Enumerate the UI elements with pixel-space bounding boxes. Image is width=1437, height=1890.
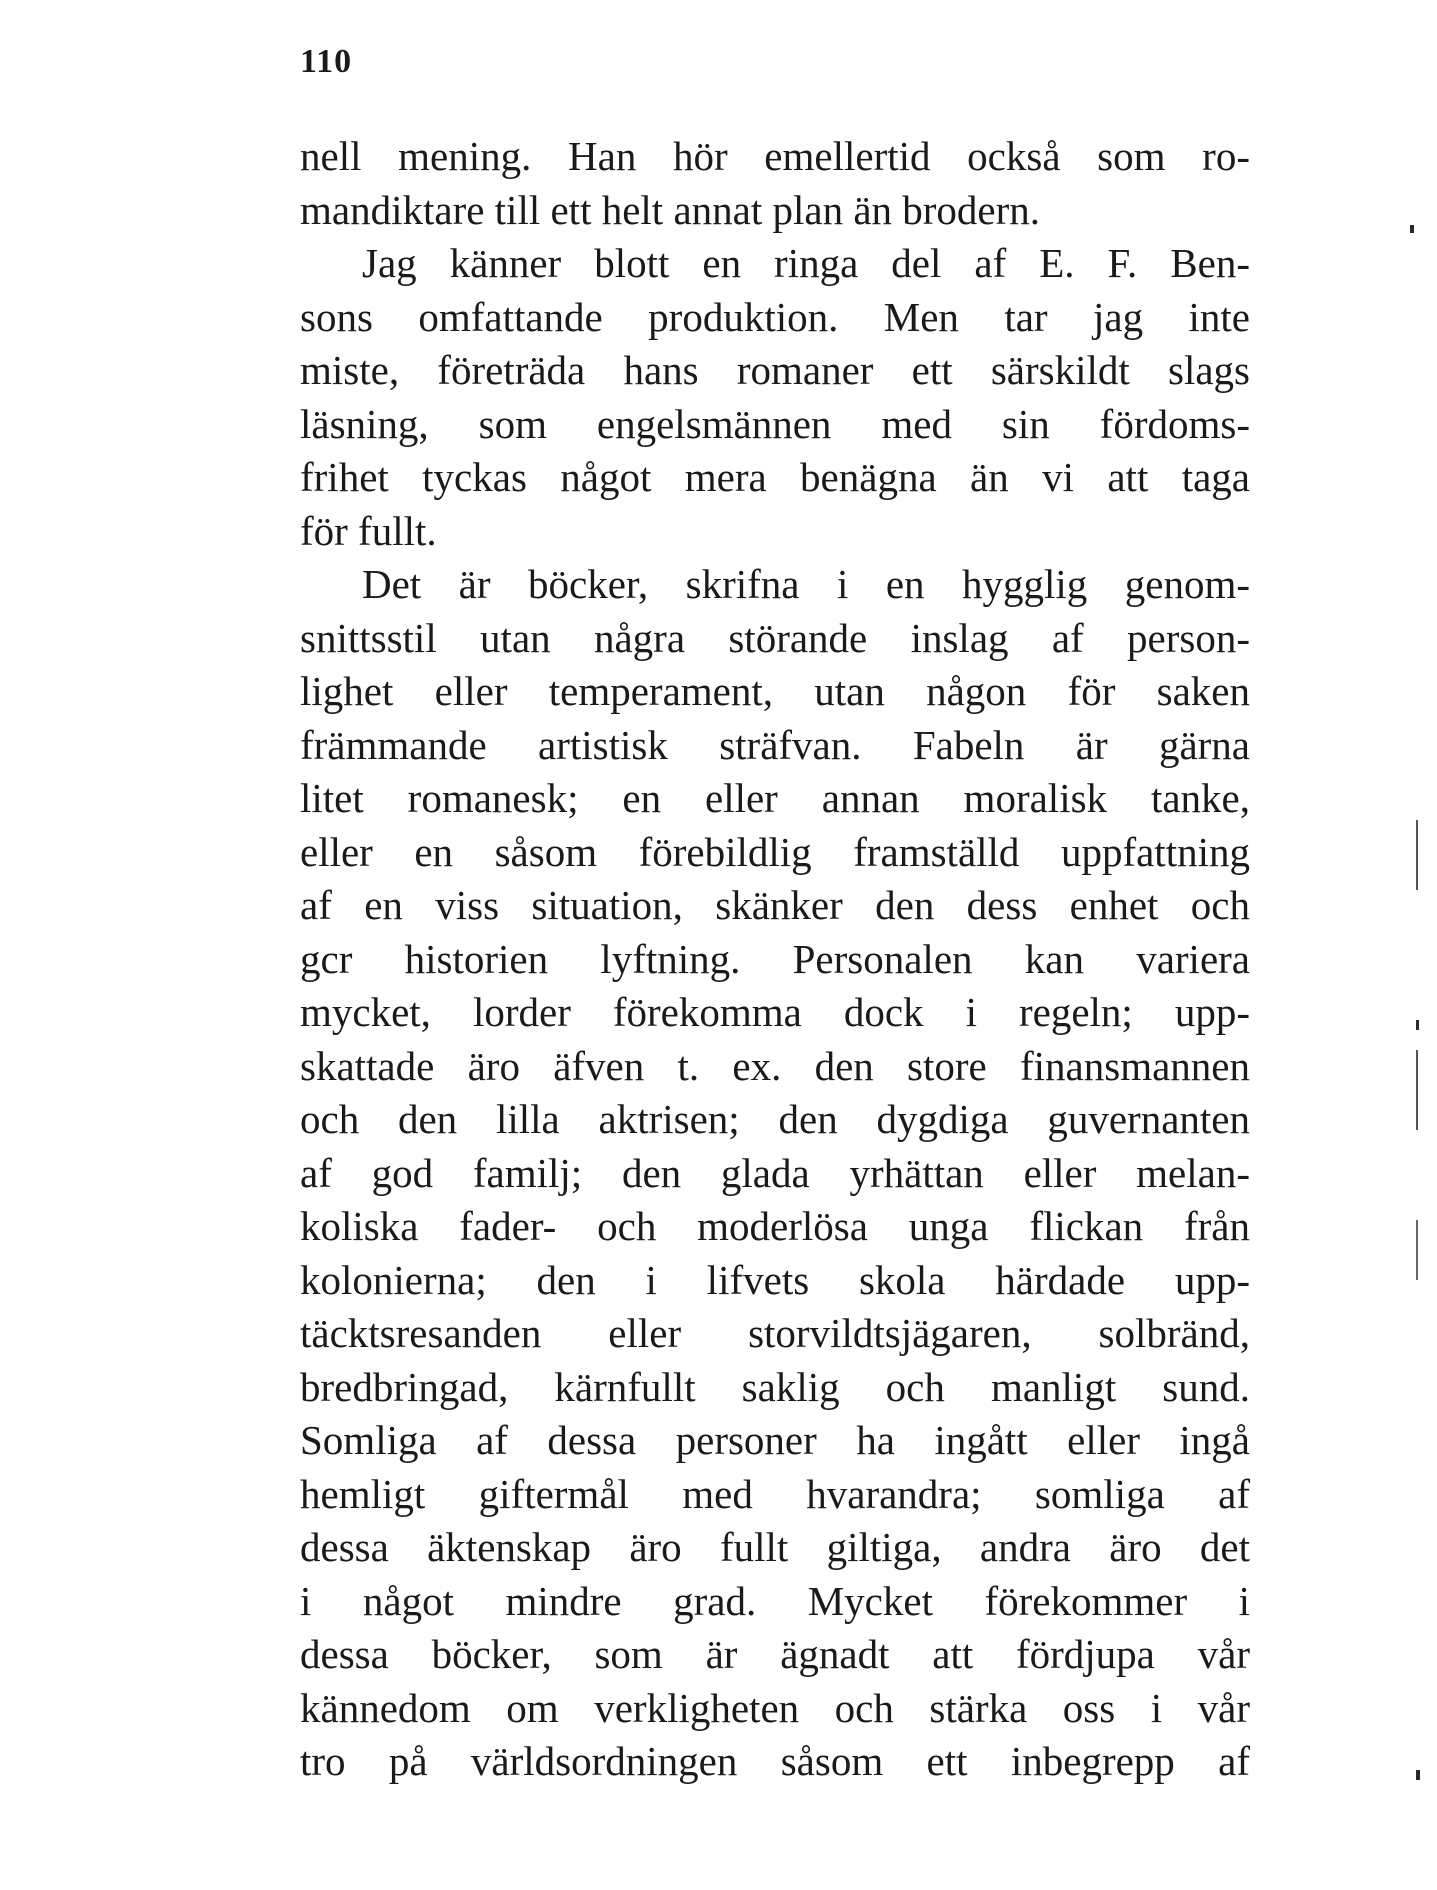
scan-mark bbox=[1416, 1770, 1420, 1780]
text-line: miste, företräda hans romaner ett särskildt slags bbox=[300, 347, 1250, 393]
text-line: lighet eller temperament, utan någon för saken bbox=[300, 668, 1250, 714]
text-line: snittsstil utan några störande inslag af person- bbox=[300, 614, 1250, 661]
text-line: mandiktare till ett helt annat plan än brodern. bbox=[300, 186, 1041, 233]
text-line: af god familj; den glada yrhättan eller melan- bbox=[300, 1149, 1250, 1196]
text-line: Jag känner blott en ringa del af E. F. Ben- bbox=[362, 240, 1250, 286]
text-line: frihet tyckas något mera benägna än vi att taga bbox=[300, 454, 1250, 500]
text-line: för fullt. bbox=[300, 507, 437, 554]
text-line: skattade äro äfven t. ex. den store finansmannen bbox=[300, 1042, 1250, 1089]
text-line: dessa böcker, som är ägnadt att fördjupa vår bbox=[300, 1631, 1250, 1677]
text-line: i något mindre grad. Mycket förekommer i bbox=[300, 1577, 1250, 1624]
text-line: kolonierna; den i lifvets skola härdade upp- bbox=[300, 1256, 1250, 1303]
body-text bbox=[300, 130, 1250, 1789]
text-line: mycket, lorder förekomma dock i regeln; upp- bbox=[300, 989, 1250, 1035]
text-line: främmande artistisk sträfvan. Fabeln är gärna bbox=[300, 721, 1250, 768]
page-number: 110 bbox=[300, 43, 353, 80]
text-line: Det är böcker, skrifna i en hygglig genom- bbox=[362, 561, 1250, 607]
text-line: Somliga af dessa personer ha ingått eller ingå bbox=[300, 1417, 1250, 1463]
scan-mark bbox=[1416, 1220, 1418, 1280]
text-line: läsning, som engelsmännen med sin fördoms- bbox=[300, 400, 1250, 447]
scan-mark bbox=[1416, 1020, 1419, 1030]
text-line: gcr historien lyftning. Personalen kan variera bbox=[300, 935, 1250, 982]
text-line: dessa äktenskap äro fullt giltiga, andra äro det bbox=[300, 1524, 1250, 1570]
text-line: sons omfattande produktion. Men tar jag inte bbox=[300, 293, 1250, 340]
text-line: litet romanesk; en eller annan moralisk tanke, bbox=[300, 775, 1250, 821]
text-line: af en viss situation, skänker den dess enhet och bbox=[300, 882, 1250, 928]
scan-mark bbox=[1410, 225, 1414, 233]
text-line: bredbringad, kärnfullt saklig och manligt sund. bbox=[300, 1363, 1250, 1410]
text-line: eller en såsom förebildlig framställd uppfattning bbox=[300, 828, 1250, 875]
text-line: täcktsresanden eller storvildtsjägaren, solbränd, bbox=[300, 1310, 1250, 1356]
text-line: koliska fader- och moderlösa unga flickan från bbox=[300, 1203, 1250, 1249]
text-line: nell mening. Han hör emellertid också som ro- bbox=[300, 133, 1250, 179]
text-line: hemligt giftermål med hvarandra; somliga af bbox=[300, 1470, 1250, 1517]
text-line: kännedom om verkligheten och stärka oss i vår bbox=[300, 1684, 1250, 1731]
text-line: tro på världsordningen såsom ett inbegrepp af bbox=[300, 1738, 1250, 1784]
scan-mark bbox=[1416, 1050, 1418, 1130]
text-line: och den lilla aktrisen; den dygdiga guvernanten bbox=[300, 1096, 1250, 1142]
scan-mark bbox=[1416, 820, 1418, 890]
